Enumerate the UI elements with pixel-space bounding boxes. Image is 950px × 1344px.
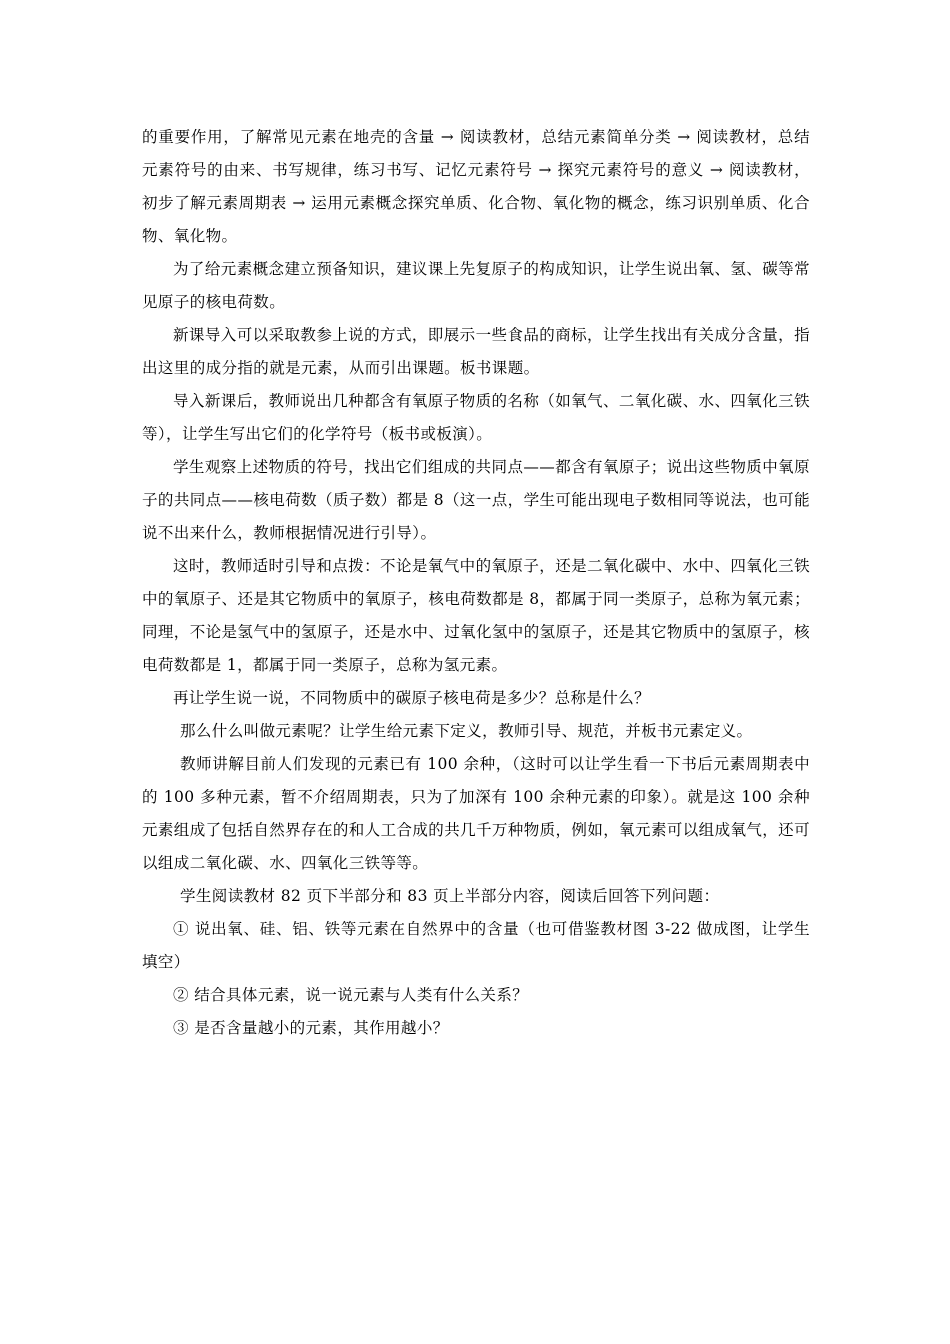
paragraph-reading-task: 学生阅读教材 82 页下半部分和 83 页上半部分内容，阅读后回答下列问题： xyxy=(180,887,720,905)
paragraph-guidance: 这时，教师适时引导和点拨：不论是氧气中的氧原子，还是二氧化碳中、水中、四氧化三铁中的氧原子、还是其它物质中的氧原子，核电荷数都是 8，都属于同一类原子，总称为氧元素；同理，不论是氢气中的氢原子，还是水中、过氧化氢中的氢原子，还是其它物质中的氢原子，核电荷数都是 1，都属于同一类原子，总称为氢元素。 xyxy=(142,557,810,674)
paragraph-continuation: 的重要作用，了解常见元素在地壳的含量 → 阅读教材，总结元素简单分类 → 阅读教材，总结元素符号的由来、书写规律，练习书写、记忆元素符号 → 探究元素符号的意义 → 阅读教材，初步了解元素周期表 → 运用元素概念探究单质、化合物、氧化物的概念，练习识别单质、化合物、氧化物。 xyxy=(142,128,810,245)
paragraph-element-count: 教师讲解目前人们发现的元素已有 100 余种，（这时可以让学生看一下书后元素周期表中的 100 多种元素，暂不介绍周期表，只为了加深有 100 余种元素的印象）。就是这 100 余种元素组成了包括自然界存在的和人工合成的共几千万种物质，例如，氧元素可以组成氧气，还可以组成二氧化碳、水、四氧化三铁等等。 xyxy=(142,755,810,872)
paragraph-observation: 学生观察上述物质的符号，找出它们组成的共同点——都含有氧原子；说出这些物质中氧原子的共同点——核电荷数（质子数）都是 8（这一点，学生可能出现电子数相同等说法，也可能说不出来什么，教师根据情况进行引导）。 xyxy=(142,458,810,542)
paragraph-oxygen-substances: 导入新课后，教师说出几种都含有氧原子物质的名称（如氧气、二氧化碳、水、四氧化三铁等），让学生写出它们的化学符号（板书或板演）。 xyxy=(142,392,810,443)
paragraph-introduction: 新课导入可以采取教参上说的方式，即展示一些食品的商标，让学生找出有关成分含量，指出这里的成分指的就是元素，从而引出课题。板书课题。 xyxy=(142,326,810,377)
paragraph-preparation: 为了给元素概念建立预备知识，建议课上先复原子的构成知识，让学生说出氧、氢、碳等常见原子的核电荷数。 xyxy=(142,260,810,311)
question-item-1: ① 说出氧、硅、铝、铁等元素在自然界中的含量（也可借鉴教材图 3-22 做成图，让学生填空） xyxy=(142,920,810,971)
question-item-3: ③ 是否含量越小的元素，其作用越小？ xyxy=(173,1019,449,1037)
paragraph-carbon-question: 再让学生说一说，不同物质中的碳原子核电荷是多少？总称是什么？ xyxy=(173,689,651,707)
question-item-2: ② 结合具体元素，说一说元素与人类有什么关系？ xyxy=(173,986,529,1004)
document-body xyxy=(142,121,810,1045)
paragraph-element-definition: 那么什么叫做元素呢？让学生给元素下定义，教师引导、规范，并板书元素定义。 xyxy=(180,722,753,740)
